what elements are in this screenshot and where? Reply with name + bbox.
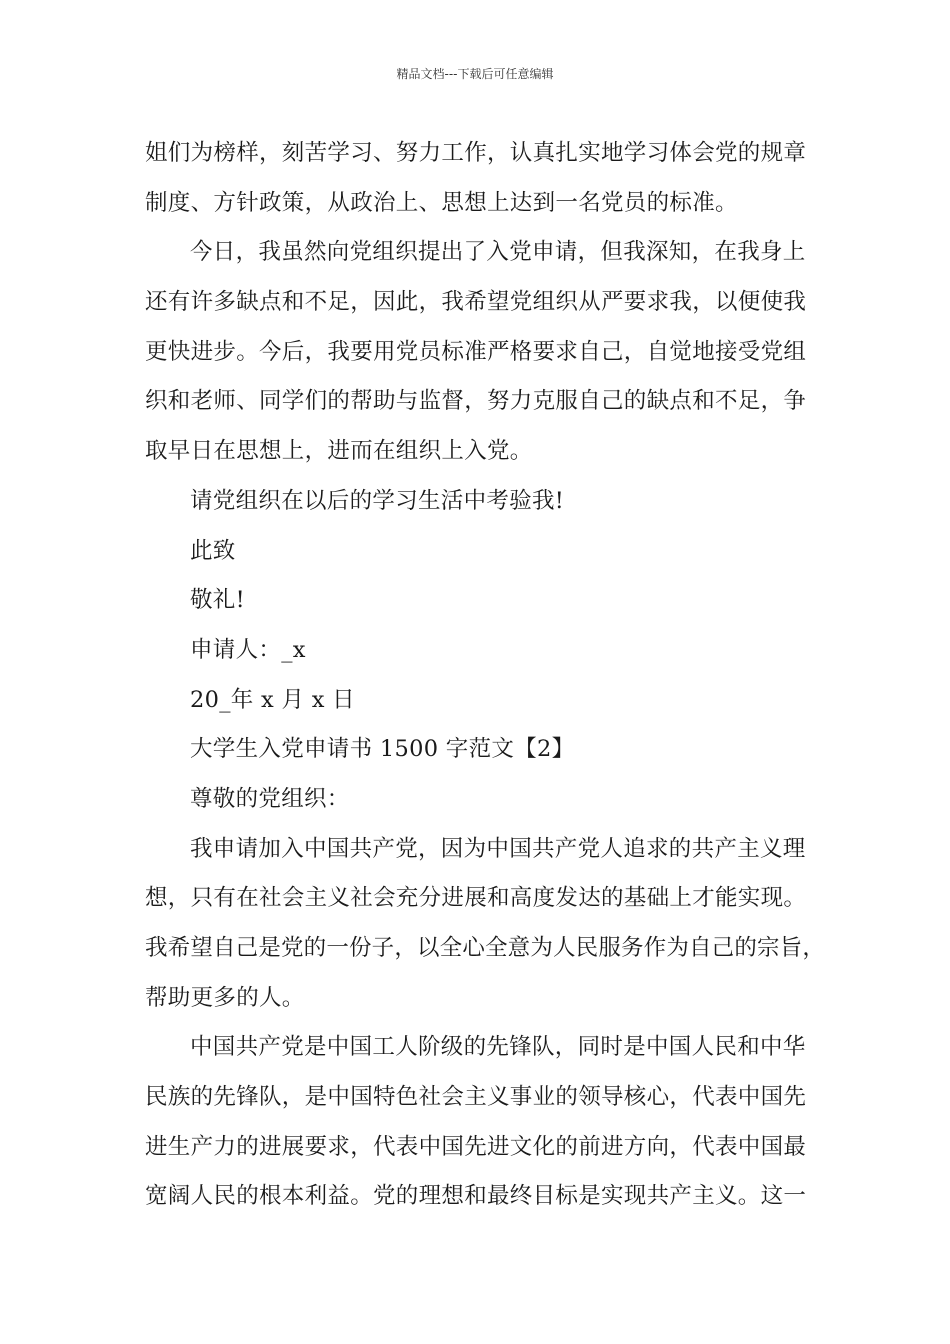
text-line: 姐们为榜样，刻苦学习、努力工作，认真扎实地学习体会党的规章 bbox=[145, 140, 807, 166]
text-line: 请党组织在以后的学习生活中考验我! bbox=[190, 487, 565, 514]
text-line: 大学生入党申请书 1500 字范文【2】 bbox=[190, 736, 575, 763]
text-line: 进生产力的进展要求，代表中国先进文化的前进方向，代表中国最 bbox=[145, 1133, 807, 1160]
text-line: 制度、方针政策，从政治上、思想上达到一名党员的标准。 bbox=[145, 189, 738, 216]
text-line: 织和老师、同学们的帮助与监督，努力克服自己的缺点和不足，争 bbox=[145, 388, 807, 415]
document-body bbox=[145, 129, 825, 1222]
text-line: 取早日在思想上，进而在组织上入党。 bbox=[145, 438, 533, 465]
text-line: 宽阔人民的根本利益。党的理想和最终目标是实现共产主义。这一 bbox=[145, 1183, 807, 1210]
text-line: 申请人：_x bbox=[190, 636, 306, 663]
text-line: 敬礼! bbox=[190, 587, 245, 614]
text-line: 我申请加入中国共产党，因为中国共产党人追求的共产主义理 bbox=[190, 835, 806, 862]
text-line: 民族的先锋队，是中国特色社会主义事业的领导核心，代表中国先 bbox=[145, 1084, 807, 1111]
text-line: 帮助更多的人。 bbox=[145, 984, 305, 1011]
text-line: 尊敬的党组织： bbox=[190, 785, 350, 812]
text-line: 20_年 x 月 x 日 bbox=[190, 686, 355, 713]
page-header: 精品文档---下载后可任意编辑 bbox=[396, 67, 554, 81]
text-line: 还有许多缺点和不足，因此，我希望党组织从严要求我，以便使我 bbox=[145, 289, 807, 316]
text-line: 今日，我虽然向党组织提出了入党申请，但我深知，在我身上 bbox=[190, 239, 806, 266]
text-line: 我希望自己是党的一份子，以全心全意为人民服务作为自己的宗旨， bbox=[145, 935, 826, 961]
text-line: 中国共产党是中国工人阶级的先锋队，同时是中国人民和中华 bbox=[190, 1034, 806, 1061]
text-line: 想，只有在社会主义社会充分进展和高度发达的基础上才能实现。 bbox=[145, 885, 807, 912]
text-line: 更快进步。今后，我要用党员标准严格要求自己，自觉地接受党组 bbox=[145, 338, 807, 365]
text-line: 此致 bbox=[190, 537, 236, 564]
